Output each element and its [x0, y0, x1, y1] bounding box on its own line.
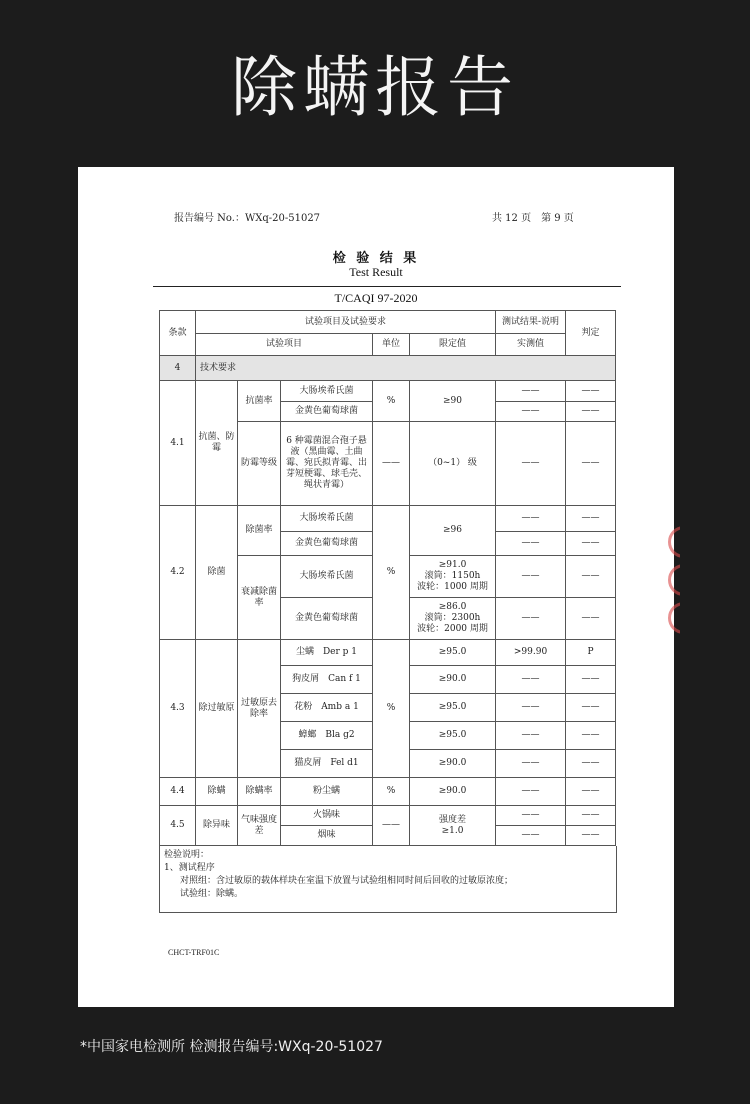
- measured-cell: ——: [496, 778, 566, 806]
- limit-cell: ≥95.0: [410, 722, 496, 750]
- sub-hotpot: 火锅味: [281, 806, 373, 826]
- judge-cell: ——: [566, 598, 616, 640]
- judge-cell: ——: [566, 722, 616, 750]
- limit-line: ≥86.0: [438, 602, 467, 612]
- measured-cell: ——: [496, 422, 566, 506]
- judge-cell: ——: [566, 778, 616, 806]
- notes-title: 检验说明：: [164, 850, 210, 860]
- limit-cell: [410, 598, 496, 640]
- clause-4-3: 4.3: [160, 640, 196, 778]
- limit-line: 滚筒：1150h: [424, 571, 481, 581]
- report-number: 报告编号 No.：WXq-20-51027: [174, 213, 321, 224]
- report-page: [78, 167, 674, 1007]
- measured-cell: >99.90: [496, 640, 566, 666]
- limit-cell: （0~1） 级: [410, 422, 496, 506]
- standard-code: T/CAQI 97-2020: [334, 291, 418, 305]
- judge-cell: ——: [566, 694, 616, 722]
- judge-cell: ——: [566, 532, 616, 556]
- section-label: 技术要求: [196, 356, 616, 381]
- page-info: 共 12 页 第 9 页: [492, 213, 574, 224]
- header-clause: 条款: [160, 311, 196, 356]
- judge-cell: ——: [566, 422, 616, 506]
- unit-cell: ——: [373, 422, 410, 506]
- header-test-item: 试验项目: [196, 334, 373, 356]
- sub-smoke: 烟味: [281, 826, 373, 846]
- measured-cell: ——: [496, 598, 566, 640]
- unit-cell: %: [373, 778, 410, 806]
- header-judgement: 判定: [566, 311, 616, 356]
- measured-cell: ——: [496, 694, 566, 722]
- measured-cell: ——: [496, 556, 566, 598]
- limit-line: 强度差: [439, 814, 467, 825]
- judge-cell: ——: [566, 506, 616, 532]
- limit-cell: ≥90.0: [410, 750, 496, 778]
- doc-code: CHCT-TRF01C: [168, 948, 220, 957]
- mold-grade: 防霉等级: [238, 422, 281, 506]
- antibac-rate: 抗菌率: [238, 381, 281, 422]
- unit-cell: ——: [373, 806, 410, 846]
- judge-cell: ——: [566, 750, 616, 778]
- decay-rate: 衰减除菌率: [238, 556, 281, 640]
- measured-cell: ——: [496, 826, 566, 846]
- report-title-en: Test Result: [349, 265, 403, 279]
- limit-line: 波轮：1000 周期: [417, 582, 488, 592]
- sub-ecoli: 大肠埃希氏菌: [281, 556, 373, 598]
- item-allergen: 除过敏原: [196, 640, 238, 778]
- limit-cell: [410, 556, 496, 598]
- judge-cell: ——: [566, 806, 616, 826]
- limit-cell: ≥95.0: [410, 640, 496, 666]
- measured-cell: ——: [496, 532, 566, 556]
- measured-cell: ——: [496, 806, 566, 826]
- measured-cell: ——: [496, 750, 566, 778]
- notes-item: 1、测试程序: [164, 863, 215, 873]
- sub-allergen: 蟑螂 Bla g2: [281, 722, 373, 750]
- limit-cell: ≥90.0: [410, 666, 496, 694]
- sub-dust-mite: 粉尘螨: [281, 778, 373, 806]
- sub-staph: 金黄色葡萄球菌: [281, 402, 373, 422]
- mite-rate: 除螨率: [238, 778, 281, 806]
- odor-intensity: 气味强度差: [238, 806, 281, 846]
- measured-cell: ——: [496, 506, 566, 532]
- report-title-cn: 检 验 结 果: [332, 251, 420, 266]
- notes-test: 试验组：除螨。: [180, 889, 244, 899]
- header-limit: 限定值: [410, 334, 496, 356]
- limit-line: ≥1.0: [441, 825, 464, 836]
- judge-cell: ——: [566, 666, 616, 694]
- footer-note: *中国家电检测所 检测报告编号:WXq-20-51027: [80, 1039, 383, 1055]
- clause-4-2: 4.2: [160, 506, 196, 640]
- sub-ecoli: 大肠埃希氏菌: [281, 506, 373, 532]
- limit-cell: ≥95.0: [410, 694, 496, 722]
- notes-control: 对照组：含过敏原的载体样块在室温下放置与试验组相同时间后回收的过敏原浓度；: [180, 876, 514, 886]
- limit-line: 滚筒：2300h: [424, 613, 481, 623]
- limit-cell: ≥90.0: [410, 778, 496, 806]
- unit-cell: %: [373, 506, 410, 640]
- allergen-rate: 过敏原去除率: [238, 640, 281, 778]
- sub-allergen: 狗皮屑 Can f 1: [281, 666, 373, 694]
- item-mite: 除螨: [196, 778, 238, 806]
- judge-cell: ——: [566, 402, 616, 422]
- sub-allergen: 尘螨 Der p 1: [281, 640, 373, 666]
- clause-4-4: 4.4: [160, 778, 196, 806]
- result-table: [159, 310, 616, 846]
- sub-staph: 金黄色葡萄球菌: [281, 532, 373, 556]
- item-antibac-mold: 抗菌、防霉: [196, 381, 238, 506]
- measured-cell: ——: [496, 402, 566, 422]
- limit-cell: ≥96: [410, 506, 496, 556]
- judge-cell: ——: [566, 381, 616, 402]
- item-sterilize: 除菌: [196, 506, 238, 640]
- unit-cell: %: [373, 381, 410, 422]
- judge-cell: ——: [566, 556, 616, 598]
- sub-mold-mix: 6 种霉菌混合孢子悬液（黑曲霉、土曲霉、宛氏拟青霉、出芽短梗霉、球毛壳、绳状青霉）: [281, 422, 373, 506]
- test-notes: [159, 846, 617, 913]
- header-measured: 实测值: [496, 334, 566, 356]
- header-unit: 单位: [373, 334, 410, 356]
- measured-cell: ——: [496, 722, 566, 750]
- measured-cell: ——: [496, 381, 566, 402]
- header-result-note: 测试结果-说明: [496, 311, 566, 334]
- judge-cell: ——: [566, 826, 616, 846]
- clause-4-5: 4.5: [160, 806, 196, 846]
- sub-ecoli: 大肠埃希氏菌: [281, 381, 373, 402]
- unit-cell: %: [373, 640, 410, 778]
- header-test-item-requirement: 试验项目及试验要求: [196, 311, 496, 334]
- title-divider: [153, 286, 621, 287]
- limit-cell: [410, 806, 496, 846]
- sub-allergen: 猫皮屑 Fel d1: [281, 750, 373, 778]
- item-odor: 除异味: [196, 806, 238, 846]
- sub-staph: 金黄色葡萄球菌: [281, 598, 373, 640]
- limit-line: ≥91.0: [438, 560, 467, 570]
- limit-cell: ≥90: [410, 381, 496, 422]
- sterilize-rate: 除菌率: [238, 506, 281, 556]
- stamp-icon: [660, 520, 680, 670]
- section-clause: 4: [160, 356, 196, 381]
- measured-cell: ——: [496, 666, 566, 694]
- banner-title: 除螨报告: [231, 49, 519, 126]
- judge-cell: P: [566, 640, 616, 666]
- sub-allergen: 花粉 Amb a 1: [281, 694, 373, 722]
- clause-4-1: 4.1: [160, 381, 196, 506]
- limit-line: 波轮：2000 周期: [417, 624, 488, 634]
